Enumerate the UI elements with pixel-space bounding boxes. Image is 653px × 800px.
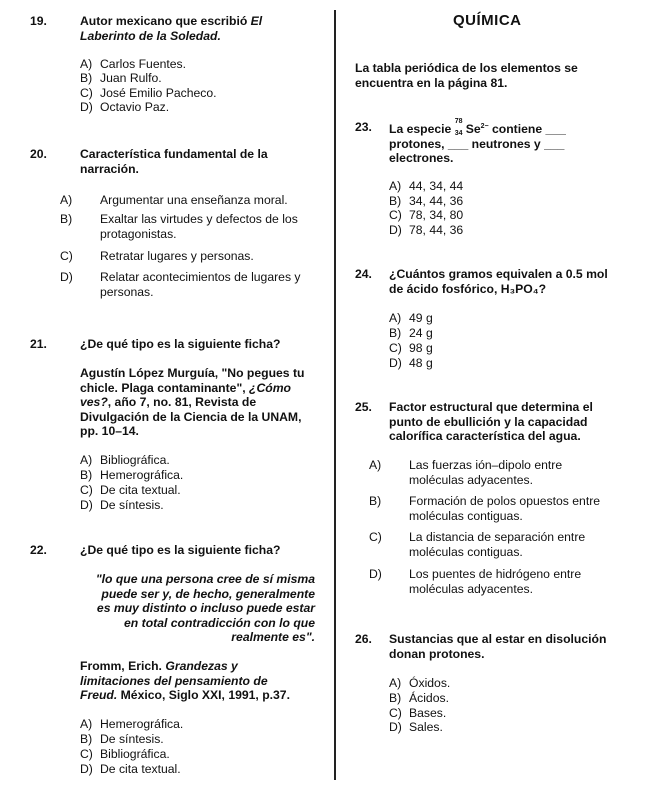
option-text: De cita textual.	[100, 762, 181, 776]
option-letter: B)	[80, 468, 93, 482]
option-letter: A)	[80, 453, 93, 467]
question-number: 25.	[355, 400, 372, 414]
reference-title: ves?	[80, 395, 108, 409]
option-d[interactable]	[389, 720, 443, 735]
option-letter: C)	[389, 341, 402, 355]
reference-card	[80, 366, 330, 439]
option-text: Relatar acontecimientos de lugares y personas.	[100, 270, 301, 299]
option-b[interactable]	[80, 468, 183, 483]
option-text: Ácidos.	[409, 691, 449, 705]
stem-line: punto de ebullición y la capacidad	[389, 414, 588, 429]
stem-text: Autor mexicano que escribió	[80, 14, 251, 28]
option-text: De cita textual.	[100, 483, 181, 497]
option-letter: B)	[389, 194, 402, 208]
option-d[interactable]	[60, 270, 320, 299]
stem-line: Sustancias que al estar en disolución	[389, 632, 607, 646]
option-c[interactable]	[80, 747, 170, 762]
option-text: Juan Rulfo.	[100, 71, 162, 85]
reference-line: Agustín López Murguía, "No pegues tu	[80, 366, 305, 380]
option-letter: C)	[389, 706, 402, 720]
option-letter: A)	[80, 717, 93, 731]
option-letter: B)	[80, 732, 93, 746]
option-letter: B)	[60, 212, 73, 226]
option-text: Hemerográfica.	[100, 468, 184, 482]
question-number: 20.	[30, 147, 47, 161]
option-text: 48 g	[409, 356, 433, 370]
option-a[interactable]	[60, 193, 325, 208]
section-title: QUÍMICA	[453, 12, 522, 29]
question-number: 19.	[30, 14, 47, 28]
stem-title: El	[250, 14, 263, 28]
option-letter: B)	[369, 494, 382, 508]
option-a[interactable]	[389, 179, 463, 194]
stem-line: electrones.	[389, 151, 454, 166]
reference-line: , año 7, no. 81, Revista de	[107, 395, 257, 409]
intro-line: encuentra en la página 81.	[355, 75, 508, 90]
option-letter: D)	[369, 567, 382, 581]
option-a[interactable]	[80, 453, 170, 468]
option-letter: C)	[80, 483, 93, 497]
option-text: Bibliográfica.	[100, 453, 170, 467]
option-c[interactable]	[389, 208, 463, 223]
ion-charge: 2−	[480, 123, 489, 130]
option-text: Formación de polos opuestos entre moléculas contiguas.	[409, 494, 601, 523]
question-stem	[389, 400, 639, 444]
option-letter: A)	[389, 676, 402, 690]
option-text: De síntesis.	[100, 732, 164, 746]
option-letter: B)	[389, 326, 402, 340]
option-d[interactable]	[389, 223, 463, 238]
option-text: 24 g	[409, 326, 433, 340]
option-letter: A)	[60, 193, 73, 207]
option-text: La distancia de separación entre moléculas contiguas.	[409, 530, 586, 559]
option-text: Las fuerzas ión–dipolo entre moléculas adyacentes.	[409, 458, 563, 487]
option-d[interactable]	[369, 567, 629, 596]
option-c[interactable]	[80, 86, 217, 101]
question-stem	[389, 632, 639, 661]
option-text: Sales.	[409, 720, 443, 734]
question-stem: ¿De qué tipo es la siguiente ficha?	[80, 543, 281, 557]
option-text: Argumentar una enseñanza moral.	[100, 193, 288, 207]
option-letter: B)	[80, 71, 93, 85]
question-number: 24.	[355, 267, 372, 281]
option-c[interactable]	[389, 706, 446, 721]
stem-line: calorífica característica del agua.	[389, 429, 581, 443]
option-text: 98 g	[409, 341, 433, 355]
option-b[interactable]	[369, 494, 629, 523]
isotope-notation	[454, 118, 466, 138]
intro-line: La tabla periódica de los elementos se	[355, 61, 578, 75]
stem-line: Característica fundamental de la	[80, 147, 268, 161]
stem-text: contiene ___	[488, 122, 566, 137]
option-letter: A)	[80, 57, 93, 71]
question-number: 23.	[355, 120, 372, 134]
quote-line: realmente es".	[231, 630, 315, 644]
option-b[interactable]	[60, 212, 320, 241]
reference-title: limitaciones del pensamiento de	[80, 673, 268, 688]
option-letter: D)	[80, 100, 93, 114]
option-text: Carlos Fuentes.	[100, 57, 187, 71]
stem-text: La especie	[389, 122, 455, 137]
option-d[interactable]	[80, 762, 181, 777]
option-a[interactable]	[80, 717, 183, 732]
quote-line: en total contradicción con lo que	[124, 615, 315, 630]
option-text: De síntesis.	[100, 498, 164, 512]
element-symbol: Se	[465, 122, 481, 137]
question-number: 22.	[30, 543, 47, 557]
option-letter: D)	[389, 223, 402, 237]
option-letter: C)	[80, 86, 93, 100]
option-letter: A)	[389, 179, 402, 193]
question-stem	[80, 147, 320, 176]
quote-line: "lo que una persona cree de sí misma	[95, 572, 315, 586]
option-a[interactable]	[80, 57, 186, 72]
option-letter: D)	[80, 498, 93, 512]
option-a[interactable]	[369, 458, 619, 487]
option-letter: B)	[389, 691, 402, 705]
reference-line: chicle. Plaga contaminante",	[80, 380, 250, 395]
option-text: Los puentes de hidrógeno entre moléculas adyacentes.	[409, 567, 582, 596]
option-c[interactable]	[60, 249, 325, 264]
option-c[interactable]	[80, 483, 181, 498]
option-letter: C)	[369, 530, 382, 544]
option-letter: A)	[369, 458, 382, 472]
option-b[interactable]	[389, 326, 433, 341]
option-text: Retratar lugares y personas.	[100, 249, 254, 263]
column-divider	[334, 10, 336, 780]
option-a[interactable]	[389, 676, 450, 691]
option-text: Óxidos.	[409, 676, 451, 690]
option-a[interactable]	[389, 311, 433, 326]
quote-block	[70, 572, 315, 645]
atomic-number: 34	[454, 130, 463, 138]
option-b[interactable]	[80, 732, 164, 747]
reference-line: México, Siglo XXI, 1991, p.37.	[117, 688, 290, 702]
option-letter: D)	[60, 270, 73, 284]
section-intro	[355, 61, 635, 90]
option-letter: C)	[389, 208, 402, 222]
stem-line: Factor estructural que determina el	[389, 400, 593, 414]
option-d[interactable]	[389, 356, 433, 371]
stem-line: narración.	[80, 161, 139, 176]
option-letter: A)	[389, 311, 402, 325]
option-text: 34, 44, 36	[409, 194, 464, 208]
option-text: Bases.	[409, 706, 447, 720]
quote-line: puede ser y, de hecho, generalmente	[101, 586, 315, 601]
option-b[interactable]	[389, 691, 449, 706]
option-text: 49 g	[409, 311, 433, 325]
option-b[interactable]	[80, 71, 162, 86]
option-text: José Emilio Pacheco.	[100, 86, 217, 100]
question-number: 21.	[30, 337, 47, 351]
option-letter: C)	[80, 747, 93, 761]
option-text: 44, 34, 44	[409, 179, 464, 193]
option-letter: C)	[60, 249, 73, 263]
option-letter: D)	[389, 356, 402, 370]
option-text: Octavio Paz.	[100, 100, 170, 114]
option-b[interactable]	[389, 194, 463, 209]
stem-line: donan protones.	[389, 646, 485, 661]
reference-card	[80, 659, 330, 703]
option-letter: D)	[80, 762, 93, 776]
option-text: 78, 44, 36	[409, 223, 464, 237]
option-d[interactable]	[80, 100, 169, 115]
stem-line: de ácido fosfórico, H₃PO₄?	[389, 281, 547, 296]
quote-line: es muy distinto o incluso puede estar	[96, 601, 315, 615]
option-c[interactable]	[389, 341, 433, 356]
reference-title: Grandezas y	[165, 659, 238, 673]
option-d[interactable]	[80, 498, 164, 513]
question-stem: ¿De qué tipo es la siguiente ficha?	[80, 337, 281, 351]
reference-title: Freud.	[80, 688, 118, 702]
option-text: 78, 34, 80	[409, 208, 464, 222]
reference-line: Fromm, Erich.	[80, 659, 166, 673]
mass-number: 78	[454, 118, 463, 126]
question-number: 26.	[355, 632, 372, 646]
option-text: Exaltar las virtudes y defectos de los protagonistas.	[100, 212, 298, 241]
question-stem	[389, 120, 634, 166]
option-text: Bibliográfica.	[100, 747, 170, 761]
reference-line: Divulgación de la Ciencia de la UNAM,	[80, 409, 302, 424]
stem-title: Laberinto de la Soledad.	[80, 28, 221, 43]
stem-line: ¿Cuántos gramos equivalen a 0.5 mol	[389, 267, 608, 281]
question-stem	[389, 267, 639, 296]
stem-line: protones, ___ neutrones y ___	[389, 136, 565, 151]
option-text: Hemerográfica.	[100, 717, 184, 731]
option-c[interactable]	[369, 530, 629, 559]
question-stem	[80, 14, 320, 43]
reference-line: pp. 10–14.	[80, 424, 139, 438]
option-letter: D)	[389, 720, 402, 734]
reference-title: ¿Cómo	[249, 380, 291, 395]
